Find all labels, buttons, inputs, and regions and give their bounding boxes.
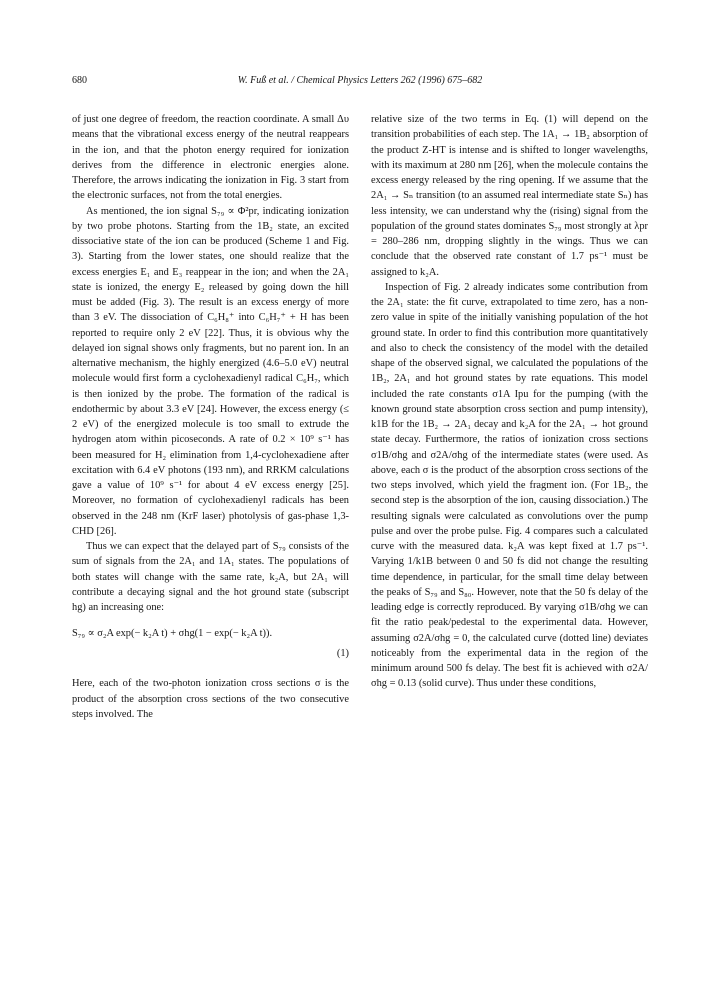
paragraph-delayed-signal: Thus we can expect that the delayed part of S₇₉ consists of the sum of signals from the 2A₁ and 1A₁ states. The populations of both states will change with the same rate, k₂A, but 2A₁ will contribute a decaying signal and the hot ground state (subscript hg) an increasing one: <box>72 541 349 613</box>
paragraph-continuation: of just one degree of freedom, the reaction coordinate. A small Δυ means that the vibrational excess energy of the neutral reappears in the ion, and that the photon energy required for ionization derives from the difference in electronic energies alone. Therefore, the arrows indicating the ionization in Fig. 3 start from the electronic surfaces, not from the total energies. <box>72 114 349 202</box>
right-column <box>371 112 648 692</box>
running-title: W. Fuß et al. / Chemical Physics Letters 262 (1996) 675–682 <box>237 75 483 86</box>
paragraph-inspection: Inspection of Fig. 2 already indicates some contribution from the 2A₁ state: the fit curve, extrapolated to time zero, has a non-zero value in spite of the initially vanishing population of the hot ground state. In order to find this contribution more quantitatively and also to check the consistency of the model with the detailed shape of the observed signal, we calculated the populations of the 1B₂, 2A₁ and hot ground states by rate equations. This model included the rate constants σ1A Ipu for the pumping (with the known ground state absorption cross section and pump intensity), k1B for the 1B₂ → 2A₁ decay and k₂A for the 2A₁ → hot ground state decay. Furthermore, the ratios of ionization cross sections σ1B/σhg and σ2A/σhg of the intermediate states (were used. As above, each σ is the product of the absorption cross sections of the two steps involved, which yield the fragment ion. (For 1B₂, the second step is the absorption of the ion, causing dissociation.) The resulting signals were calculated as convolutions over the pump pulse and over the probe pulse. Fig. 4 compares such a calculated curve with the measured data. k₂A was kept fixed at 1.7 ps⁻¹. Varying 1/k1B between 0 and 50 fs did not change the resulting time dependence, in particular, for the small time delay between the peaks of S₇₉ and S₈₀. However, note that the 50 fs delay of the leading edge is correctly reproduced. By varying σ1B/σhg we can fit the ratio peak/pedestal to the experimental data. However, assuming σ2A/σhg = 0, the calculated curve (dotted line) deviates noticeably from the experimental data in the region of the minimum around 500 fs delay. The best fit is achieved with σ2A/σhg = 0.13 (solid curve). Thus under these conditions, <box>371 281 648 690</box>
left-column <box>72 112 349 722</box>
page-number: 680 <box>72 75 87 86</box>
equation-body: S₇₉ ∝ σ₂A exp(− k₂A t) + σhg(1 − exp(− k₂A t)). <box>72 628 273 640</box>
paragraph-ion-signal: As mentioned, the ion signal S₇₉ ∝ Φ²pr, indicating ionization by two probe photons. Starting from the 1B₂ state, an excited dissociative state of the ion can be produced (Scheme 1 and Fig. 3). Starting from the lower states, one should realize that the excess energies E₁ and E₃ reappear in the ion; and when the 2A₁ state is ionized, the energy E₂ released by going down the hill must be added (Fig. 3). The result is an excess energy of more than 3 eV. The dissociation of C₆H₈⁺ into C₆H₇⁺ + H has been reported to require only 2 eV [22]. Thus, it is obvious why the delayed ion signal shows only fragments, but no parent ion. In an alternative mechanism, the highly energized (4.6–5.0 eV) neutral molecule would first form a cyclohexadienyl radical C₆H₇, which is then ionized by the probe. The formation of the radical is endothermic by about 3.3 eV [24]. However, the excess energy (≤ 2 eV) of the energized molecule is too small to extrude the hydrogen atom within picoseconds. A rate of 0.2 × 10⁹ s⁻¹ has been measured for H₂ elimination from 1,4-cyclohexadiene after excitation with 6.4 eV photons (193 nm), and RRKM calculations gave a value of 10⁹ s⁻¹ for about 4 eV excess energy [25]. Moreover, no formation of cyclohexadienyl radicals has been observed in the 248 nm (KrF laser) photolysis of gas-phase 1,3-CHD [26]. <box>72 205 349 537</box>
paragraph-relative-size: relative size of the two terms in Eq. (1) will depend on the transition probabilities of each step. The 1A₁ → 1B₂ absorption of the product Z-HT is intense and is shifted to longer wavelengths, with its maximum at 280 nm [26], when the molecule contains the excess energy released by the ring opening. If we assume that the 2A₁ → Sₙ transition (to an assumed real intermediate state Sₙ) has less intensity, we can understand why the (rising) signal from the population of the ground states dominates S₇₉ most strongly at λpr = 280–286 nm, dropping slightly in the wings. Thus we can conclude that the observed rate constant of 1.7 ps⁻¹ must be assigned to k₂A. <box>371 114 648 278</box>
equation-1 <box>72 626 349 666</box>
equation-number: (1) <box>336 648 349 660</box>
paragraph-after-equation: Here, each of the two-photon ionization cross sections σ is the product of the absorption cross sections of the two consecutive steps involved. The <box>72 678 349 720</box>
